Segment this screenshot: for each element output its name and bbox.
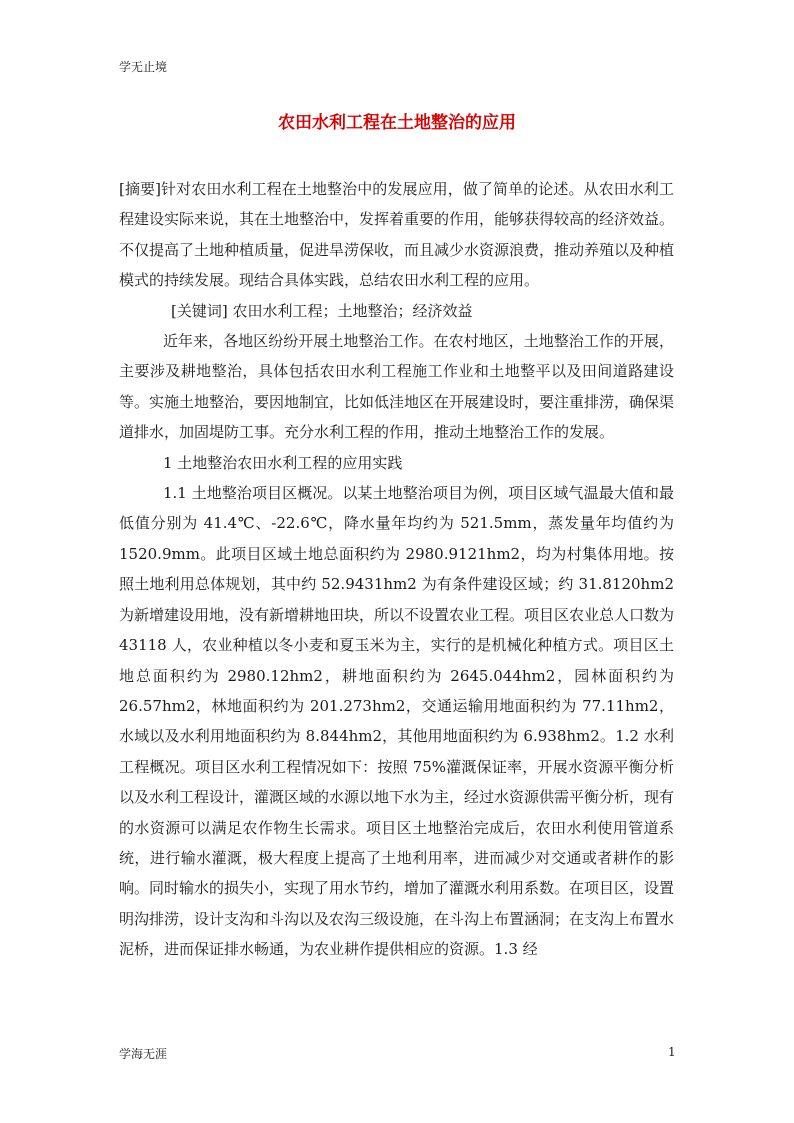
keywords-line: [关键词] 农田水利工程；土地整治；经济效益 xyxy=(171,301,473,320)
page-header: 学无止境 xyxy=(119,60,168,74)
document-title: 农田水利工程在土地整治的应用 xyxy=(278,113,516,133)
abstract-paragraph: [摘要]针对农田水利工程在土地整治中的发展应用，做了简单的论述。从农田水利工程建设实际来说，其在土地整治中，发挥着重要的作用，能够获得较高的经济效益。不仅提高了土地种植质量，促进旱涝保收，而且减少水资源浪费，推动养殖以及种植模式的持续发展。现结合具体实践，总结农田水利工程的应用。 xyxy=(119,180,675,290)
page-number: 1 xyxy=(668,1045,676,1059)
body-paragraph: 1.1 土地整治项目区概况。以某土地整治项目为例，项目区域气温最大值和最低值分别为 41.4℃、-22.6℃，降水量年均约为 521.5mm，蒸发量年均值约为 1520.9mm。此项目区域土地总面积约为 2980.9121hm2，均为村集体用地。按照土地利用总体规划，其中约 52.9431hm2 为有条件建设区域；约 31.8120hm2 为新增建设用地，没有新增耕地田块，所以不设置农业工程。项目区农业总人口数为 43118 人，农业种植以冬小麦和夏玉米为主，实行的是机械化种植方式。项目区土地总面积约为 2980.12hm2，耕地面积约为 2645.044hm2，园林面积约为 26.57hm2，林地面积约为 201.273hm2，交通运输用地面积约为 77.11hm2，水域以及水利用地面积约为 8.844hm2，其他用地面积约为 6.938hm2。1.2 水利工程概况。项目区水利工程情况如下：按照 75%灌溉保证率，开展水资源平衡分析以及水利工程设计，灌溉区域的水源以地下水为主，经过水资源供需平衡分析，现有的水资源可以满足农作物生长需求。项目区土地整治完成后，农田水利使用管道系统，进行输水灌溉，极大程度上提高了土地利用率，进而减少对交通或者耕作的影响。同时输水的损失小，实现了用水节约，增加了灌溉水利用系数。在项目区，设置明沟排涝，设计支沟和斗沟以及农沟三级设施，在斗沟上布置涵洞；在支沟上布置水泥桥，进而保证排水畅通，为农业耕作提供相应的资源。1.3 经 xyxy=(119,484,675,959)
document-body xyxy=(119,174,674,965)
intro-paragraph: 近年来，各地区纷纷开展土地整治工作。在农村地区，土地整治工作的开展，主要涉及耕地整治，具体包括农田水利工程施工作业和土地整平以及田间道路建设等。实施土地整治，要因地制宜，比如低洼地区在开展建设时，要注重排涝，确保渠道排水，加固堤防工事。充分水利工程的作用，推动土地整治工作的发展。 xyxy=(119,332,675,442)
section-heading: 1 土地整治农田水利工程的应用实践 xyxy=(163,453,403,472)
page-footer: 学海无涯 xyxy=(119,1047,168,1061)
